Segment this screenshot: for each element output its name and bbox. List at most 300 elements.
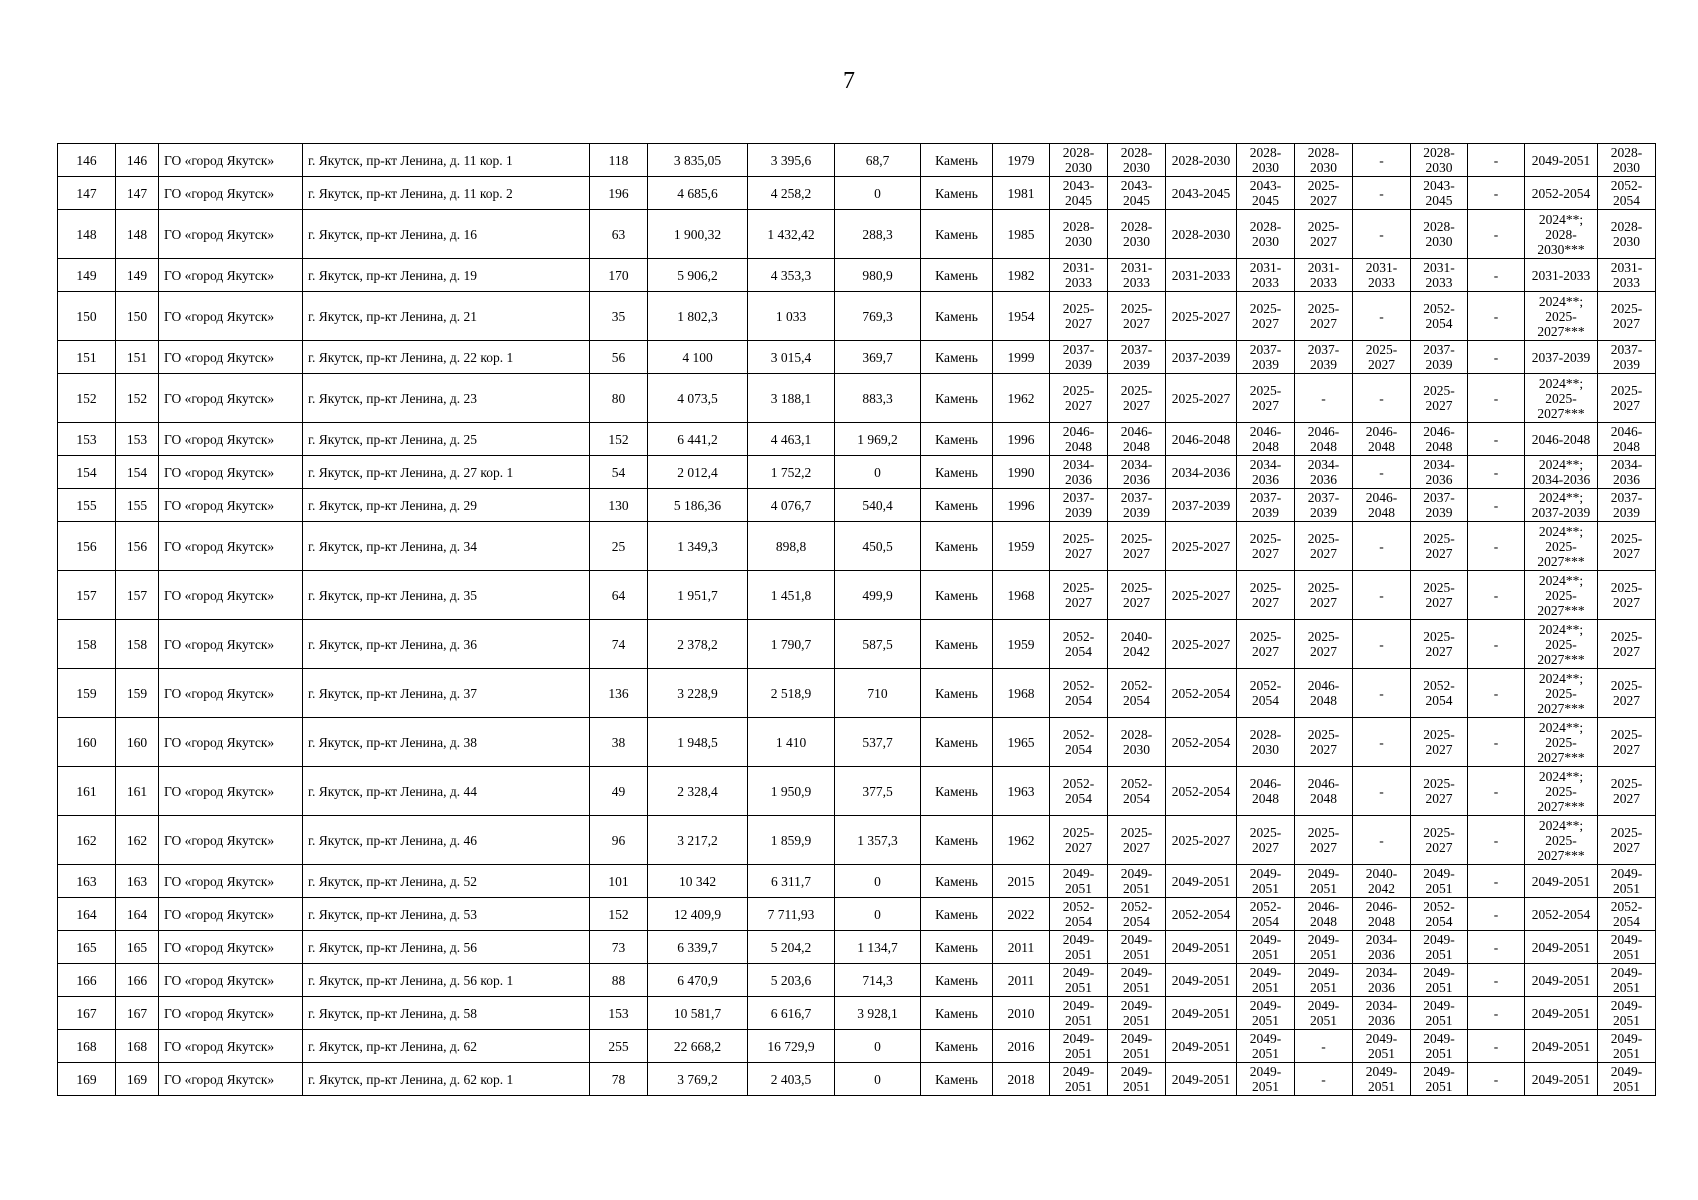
cell-work-4: 2049-2051	[1237, 931, 1295, 964]
cell-address: г. Якутск, пр-кт Ленина, д. 34	[303, 522, 590, 571]
cell-address: г. Якутск, пр-кт Ленина, д. 25	[303, 423, 590, 456]
cell-work-6: -	[1353, 620, 1411, 669]
cell-nonliving-area: 714,3	[835, 964, 921, 997]
cell-residents: 152	[590, 423, 648, 456]
cell-work-5: 2049-2051	[1295, 964, 1353, 997]
cell-nonliving-area: 3 928,1	[835, 997, 921, 1030]
cell-living-area: 5 203,6	[748, 964, 835, 997]
cell-nonliving-area: 540,4	[835, 489, 921, 522]
cell-work-8: -	[1468, 259, 1525, 292]
cell-build-year: 1968	[993, 571, 1050, 620]
table-row	[58, 767, 1656, 816]
cell-build-year: 2016	[993, 1030, 1050, 1063]
cell-work-7: 2034-2036	[1411, 456, 1468, 489]
cell-address: г. Якутск, пр-кт Ленина, д. 56 кор. 1	[303, 964, 590, 997]
cell-work-9: 2049-2051	[1525, 964, 1598, 997]
cell-address: г. Якутск, пр-кт Ленина, д. 44	[303, 767, 590, 816]
table-row	[58, 620, 1656, 669]
table-row	[58, 571, 1656, 620]
cell-row-number: 164	[58, 898, 116, 931]
cell-residents: 88	[590, 964, 648, 997]
cell-work-9: 2052-2054	[1525, 177, 1598, 210]
cell-work-10: 2028-2030	[1598, 144, 1656, 177]
cell-total-area: 10 342	[648, 865, 748, 898]
cell-living-area: 4 353,3	[748, 259, 835, 292]
cell-work-10: 2025-2027	[1598, 374, 1656, 423]
cell-build-year: 1954	[993, 292, 1050, 341]
cell-residents: 255	[590, 1030, 648, 1063]
cell-work-5: 2049-2051	[1295, 997, 1353, 1030]
cell-nonliving-area: 1 969,2	[835, 423, 921, 456]
cell-row-number: 147	[58, 177, 116, 210]
cell-wall-material: Камень	[921, 931, 993, 964]
cell-residents: 130	[590, 489, 648, 522]
cell-nonliving-area: 587,5	[835, 620, 921, 669]
cell-work-5: 2031-2033	[1295, 259, 1353, 292]
cell-work-6: 2046-2048	[1353, 423, 1411, 456]
cell-work-3: 2046-2048	[1166, 423, 1237, 456]
cell-work-8: -	[1468, 669, 1525, 718]
cell-municipality: ГО «город Якутск»	[159, 669, 303, 718]
cell-work-7: 2049-2051	[1411, 1030, 1468, 1063]
cell-work-5: 2025-2027	[1295, 177, 1353, 210]
cell-nonliving-area: 769,3	[835, 292, 921, 341]
cell-municipality: ГО «город Якутск»	[159, 767, 303, 816]
cell-living-area: 1 410	[748, 718, 835, 767]
housing-registry-table	[57, 143, 1656, 1096]
cell-residents: 64	[590, 571, 648, 620]
cell-build-year: 1990	[993, 456, 1050, 489]
cell-work-3: 2025-2027	[1166, 816, 1237, 865]
cell-work-9: 2024**; 2025-2027***	[1525, 522, 1598, 571]
cell-work-1: 2025-2027	[1050, 374, 1108, 423]
cell-work-9: 2024**; 2025-2027***	[1525, 571, 1598, 620]
cell-work-7: 2052-2054	[1411, 898, 1468, 931]
cell-work-10: 2049-2051	[1598, 865, 1656, 898]
cell-total-area: 2 328,4	[648, 767, 748, 816]
cell-work-10: 2025-2027	[1598, 816, 1656, 865]
cell-work-7: 2052-2054	[1411, 669, 1468, 718]
cell-house-number: 149	[116, 259, 159, 292]
cell-work-8: -	[1468, 423, 1525, 456]
cell-house-number: 168	[116, 1030, 159, 1063]
cell-work-8: -	[1468, 816, 1525, 865]
cell-work-1: 2052-2054	[1050, 718, 1108, 767]
cell-build-year: 1959	[993, 522, 1050, 571]
cell-nonliving-area: 0	[835, 865, 921, 898]
table-row	[58, 931, 1656, 964]
cell-work-6: -	[1353, 718, 1411, 767]
cell-work-9: 2024**; 2028-2030***	[1525, 210, 1598, 259]
cell-residents: 74	[590, 620, 648, 669]
cell-wall-material: Камень	[921, 423, 993, 456]
cell-living-area: 2 403,5	[748, 1063, 835, 1096]
cell-house-number: 169	[116, 1063, 159, 1096]
cell-work-10: 2049-2051	[1598, 1030, 1656, 1063]
cell-work-7: 2046-2048	[1411, 423, 1468, 456]
cell-address: г. Якутск, пр-кт Ленина, д. 46	[303, 816, 590, 865]
cell-work-3: 2031-2033	[1166, 259, 1237, 292]
cell-total-area: 2 012,4	[648, 456, 748, 489]
cell-wall-material: Камень	[921, 964, 993, 997]
cell-living-area: 4 463,1	[748, 423, 835, 456]
cell-address: г. Якутск, пр-кт Ленина, д. 21	[303, 292, 590, 341]
cell-house-number: 152	[116, 374, 159, 423]
cell-work-4: 2025-2027	[1237, 522, 1295, 571]
cell-work-8: -	[1468, 341, 1525, 374]
cell-house-number: 153	[116, 423, 159, 456]
cell-work-10: 2049-2051	[1598, 931, 1656, 964]
cell-address: г. Якутск, пр-кт Ленина, д. 16	[303, 210, 590, 259]
cell-work-8: -	[1468, 964, 1525, 997]
cell-build-year: 2022	[993, 898, 1050, 931]
table-row	[58, 489, 1656, 522]
cell-work-3: 2049-2051	[1166, 1030, 1237, 1063]
cell-living-area: 6 616,7	[748, 997, 835, 1030]
cell-build-year: 1979	[993, 144, 1050, 177]
cell-work-4: 2025-2027	[1237, 816, 1295, 865]
cell-municipality: ГО «город Якутск»	[159, 374, 303, 423]
cell-row-number: 146	[58, 144, 116, 177]
cell-residents: 35	[590, 292, 648, 341]
cell-row-number: 156	[58, 522, 116, 571]
cell-row-number: 155	[58, 489, 116, 522]
cell-municipality: ГО «город Якутск»	[159, 292, 303, 341]
cell-work-4: 2025-2027	[1237, 571, 1295, 620]
cell-work-3: 2052-2054	[1166, 898, 1237, 931]
cell-work-3: 2034-2036	[1166, 456, 1237, 489]
cell-build-year: 2015	[993, 865, 1050, 898]
cell-work-6: 2031-2033	[1353, 259, 1411, 292]
cell-municipality: ГО «город Якутск»	[159, 177, 303, 210]
cell-work-8: -	[1468, 620, 1525, 669]
cell-row-number: 151	[58, 341, 116, 374]
cell-wall-material: Камень	[921, 997, 993, 1030]
cell-wall-material: Камень	[921, 620, 993, 669]
cell-house-number: 165	[116, 931, 159, 964]
cell-work-4: 2052-2054	[1237, 669, 1295, 718]
cell-total-area: 6 441,2	[648, 423, 748, 456]
table-row	[58, 456, 1656, 489]
cell-work-5: 2025-2027	[1295, 210, 1353, 259]
cell-work-6: 2034-2036	[1353, 997, 1411, 1030]
cell-nonliving-area: 0	[835, 456, 921, 489]
cell-living-area: 5 204,2	[748, 931, 835, 964]
cell-total-area: 6 339,7	[648, 931, 748, 964]
cell-work-1: 2037-2039	[1050, 489, 1108, 522]
cell-work-4: 2028-2030	[1237, 210, 1295, 259]
cell-build-year: 1962	[993, 374, 1050, 423]
cell-work-7: 2025-2027	[1411, 767, 1468, 816]
cell-address: г. Якутск, пр-кт Ленина, д. 35	[303, 571, 590, 620]
cell-house-number: 147	[116, 177, 159, 210]
cell-work-10: 2037-2039	[1598, 489, 1656, 522]
cell-nonliving-area: 288,3	[835, 210, 921, 259]
cell-work-8: -	[1468, 718, 1525, 767]
cell-total-area: 10 581,7	[648, 997, 748, 1030]
table-row	[58, 259, 1656, 292]
cell-row-number: 169	[58, 1063, 116, 1096]
cell-work-9: 2049-2051	[1525, 997, 1598, 1030]
cell-work-1: 2028-2030	[1050, 210, 1108, 259]
cell-work-3: 2025-2027	[1166, 620, 1237, 669]
cell-total-area: 1 900,32	[648, 210, 748, 259]
cell-row-number: 165	[58, 931, 116, 964]
cell-work-1: 2025-2027	[1050, 816, 1108, 865]
cell-wall-material: Камень	[921, 144, 993, 177]
cell-municipality: ГО «город Якутск»	[159, 571, 303, 620]
cell-house-number: 154	[116, 456, 159, 489]
cell-build-year: 1981	[993, 177, 1050, 210]
cell-work-2: 2025-2027	[1108, 816, 1166, 865]
cell-house-number: 150	[116, 292, 159, 341]
cell-work-2: 2043-2045	[1108, 177, 1166, 210]
cell-work-2: 2049-2051	[1108, 931, 1166, 964]
cell-total-area: 1 948,5	[648, 718, 748, 767]
cell-row-number: 160	[58, 718, 116, 767]
cell-work-2: 2049-2051	[1108, 865, 1166, 898]
cell-address: г. Якутск, пр-кт Ленина, д. 23	[303, 374, 590, 423]
cell-address: г. Якутск, пр-кт Ленина, д. 36	[303, 620, 590, 669]
cell-work-2: 2025-2027	[1108, 374, 1166, 423]
cell-house-number: 158	[116, 620, 159, 669]
cell-work-6: 2046-2048	[1353, 898, 1411, 931]
cell-work-9: 2049-2051	[1525, 865, 1598, 898]
cell-build-year: 2010	[993, 997, 1050, 1030]
cell-work-5: 2049-2051	[1295, 865, 1353, 898]
cell-work-7: 2025-2027	[1411, 522, 1468, 571]
cell-row-number: 163	[58, 865, 116, 898]
table-row	[58, 423, 1656, 456]
cell-wall-material: Камень	[921, 898, 993, 931]
cell-residents: 196	[590, 177, 648, 210]
cell-work-8: -	[1468, 292, 1525, 341]
cell-work-8: -	[1468, 522, 1525, 571]
cell-municipality: ГО «город Якутск»	[159, 259, 303, 292]
cell-work-4: 2037-2039	[1237, 489, 1295, 522]
cell-work-5: 2025-2027	[1295, 571, 1353, 620]
table-row	[58, 997, 1656, 1030]
cell-house-number: 160	[116, 718, 159, 767]
cell-work-5: 2025-2027	[1295, 522, 1353, 571]
cell-work-9: 2049-2051	[1525, 1063, 1598, 1096]
cell-work-4: 2049-2051	[1237, 865, 1295, 898]
cell-build-year: 1963	[993, 767, 1050, 816]
cell-wall-material: Камень	[921, 571, 993, 620]
cell-municipality: ГО «город Якутск»	[159, 1063, 303, 1096]
cell-build-year: 2011	[993, 964, 1050, 997]
cell-address: г. Якутск, пр-кт Ленина, д. 29	[303, 489, 590, 522]
cell-work-2: 2028-2030	[1108, 718, 1166, 767]
cell-work-3: 2049-2051	[1166, 997, 1237, 1030]
cell-work-4: 2037-2039	[1237, 341, 1295, 374]
cell-residents: 96	[590, 816, 648, 865]
cell-address: г. Якутск, пр-кт Ленина, д. 22 кор. 1	[303, 341, 590, 374]
cell-work-8: -	[1468, 1030, 1525, 1063]
cell-house-number: 163	[116, 865, 159, 898]
cell-work-6: 2034-2036	[1353, 964, 1411, 997]
cell-work-3: 2025-2027	[1166, 571, 1237, 620]
cell-build-year: 1985	[993, 210, 1050, 259]
cell-work-1: 2049-2051	[1050, 964, 1108, 997]
cell-municipality: ГО «город Якутск»	[159, 210, 303, 259]
cell-work-2: 2052-2054	[1108, 669, 1166, 718]
cell-work-3: 2025-2027	[1166, 522, 1237, 571]
cell-work-7: 2052-2054	[1411, 292, 1468, 341]
cell-work-3: 2049-2051	[1166, 865, 1237, 898]
cell-residents: 38	[590, 718, 648, 767]
cell-work-9: 2037-2039	[1525, 341, 1598, 374]
cell-living-area: 6 311,7	[748, 865, 835, 898]
page-number: 7	[843, 68, 855, 94]
cell-work-6: 2025-2027	[1353, 341, 1411, 374]
cell-living-area: 3 015,4	[748, 341, 835, 374]
cell-work-2: 2052-2054	[1108, 767, 1166, 816]
table-row	[58, 210, 1656, 259]
cell-house-number: 156	[116, 522, 159, 571]
table-row	[58, 898, 1656, 931]
cell-work-5: 2025-2027	[1295, 620, 1353, 669]
cell-wall-material: Камень	[921, 816, 993, 865]
cell-work-2: 2037-2039	[1108, 489, 1166, 522]
table-row	[58, 177, 1656, 210]
cell-total-area: 4 685,6	[648, 177, 748, 210]
cell-address: г. Якутск, пр-кт Ленина, д. 52	[303, 865, 590, 898]
cell-work-7: 2049-2051	[1411, 1063, 1468, 1096]
cell-work-4: 2031-2033	[1237, 259, 1295, 292]
cell-wall-material: Камень	[921, 1030, 993, 1063]
cell-living-area: 1 752,2	[748, 456, 835, 489]
cell-work-10: 2025-2027	[1598, 292, 1656, 341]
cell-work-4: 2034-2036	[1237, 456, 1295, 489]
cell-work-5: -	[1295, 374, 1353, 423]
cell-work-1: 2049-2051	[1050, 865, 1108, 898]
cell-work-9: 2024**; 2025-2027***	[1525, 620, 1598, 669]
cell-work-8: -	[1468, 374, 1525, 423]
cell-work-3: 2037-2039	[1166, 341, 1237, 374]
cell-total-area: 1 349,3	[648, 522, 748, 571]
cell-row-number: 159	[58, 669, 116, 718]
table-row	[58, 341, 1656, 374]
cell-wall-material: Камень	[921, 767, 993, 816]
cell-work-1: 2025-2027	[1050, 522, 1108, 571]
cell-work-5: 2025-2027	[1295, 718, 1353, 767]
cell-work-2: 2031-2033	[1108, 259, 1166, 292]
cell-total-area: 4 100	[648, 341, 748, 374]
cell-work-5: 2046-2048	[1295, 767, 1353, 816]
cell-work-6: 2049-2051	[1353, 1063, 1411, 1096]
cell-work-7: 2049-2051	[1411, 997, 1468, 1030]
cell-municipality: ГО «город Якутск»	[159, 816, 303, 865]
cell-residents: 63	[590, 210, 648, 259]
cell-work-1: 2025-2027	[1050, 571, 1108, 620]
cell-nonliving-area: 1 134,7	[835, 931, 921, 964]
cell-work-8: -	[1468, 456, 1525, 489]
cell-work-9: 2024**; 2037-2039	[1525, 489, 1598, 522]
cell-nonliving-area: 710	[835, 669, 921, 718]
cell-work-10: 2049-2051	[1598, 1063, 1656, 1096]
cell-work-4: 2049-2051	[1237, 964, 1295, 997]
cell-work-6: -	[1353, 767, 1411, 816]
cell-work-8: -	[1468, 931, 1525, 964]
cell-work-6: -	[1353, 292, 1411, 341]
cell-work-5: 2046-2048	[1295, 898, 1353, 931]
cell-row-number: 157	[58, 571, 116, 620]
cell-work-8: -	[1468, 210, 1525, 259]
cell-work-4: 2049-2051	[1237, 1063, 1295, 1096]
cell-work-6: 2040-2042	[1353, 865, 1411, 898]
cell-living-area: 1 790,7	[748, 620, 835, 669]
cell-work-10: 2025-2027	[1598, 522, 1656, 571]
cell-work-1: 2052-2054	[1050, 767, 1108, 816]
cell-work-2: 2028-2030	[1108, 144, 1166, 177]
cell-municipality: ГО «город Якутск»	[159, 1030, 303, 1063]
cell-work-7: 2037-2039	[1411, 489, 1468, 522]
cell-municipality: ГО «город Якутск»	[159, 522, 303, 571]
cell-total-area: 6 470,9	[648, 964, 748, 997]
cell-nonliving-area: 377,5	[835, 767, 921, 816]
cell-wall-material: Камень	[921, 865, 993, 898]
cell-work-5: 2028-2030	[1295, 144, 1353, 177]
cell-work-10: 2025-2027	[1598, 767, 1656, 816]
cell-address: г. Якутск, пр-кт Ленина, д. 19	[303, 259, 590, 292]
cell-work-6: 2049-2051	[1353, 1030, 1411, 1063]
cell-row-number: 149	[58, 259, 116, 292]
cell-work-1: 2049-2051	[1050, 931, 1108, 964]
cell-work-9: 2046-2048	[1525, 423, 1598, 456]
cell-living-area: 16 729,9	[748, 1030, 835, 1063]
cell-wall-material: Камень	[921, 292, 993, 341]
cell-build-year: 1962	[993, 816, 1050, 865]
cell-work-4: 2025-2027	[1237, 620, 1295, 669]
cell-work-6: -	[1353, 522, 1411, 571]
table-row	[58, 522, 1656, 571]
cell-build-year: 1968	[993, 669, 1050, 718]
cell-work-6: -	[1353, 210, 1411, 259]
cell-build-year: 1996	[993, 423, 1050, 456]
cell-row-number: 154	[58, 456, 116, 489]
cell-wall-material: Камень	[921, 456, 993, 489]
cell-work-4: 2049-2051	[1237, 1030, 1295, 1063]
cell-work-1: 2049-2051	[1050, 1063, 1108, 1096]
cell-work-2: 2049-2051	[1108, 1063, 1166, 1096]
cell-municipality: ГО «город Якутск»	[159, 718, 303, 767]
table-row	[58, 865, 1656, 898]
cell-municipality: ГО «город Якутск»	[159, 456, 303, 489]
cell-work-10: 2052-2054	[1598, 898, 1656, 931]
cell-living-area: 898,8	[748, 522, 835, 571]
cell-row-number: 167	[58, 997, 116, 1030]
cell-work-8: -	[1468, 997, 1525, 1030]
cell-address: г. Якутск, пр-кт Ленина, д. 58	[303, 997, 590, 1030]
cell-nonliving-area: 537,7	[835, 718, 921, 767]
cell-municipality: ГО «город Якутск»	[159, 898, 303, 931]
cell-nonliving-area: 0	[835, 1063, 921, 1096]
cell-work-7: 2037-2039	[1411, 341, 1468, 374]
cell-municipality: ГО «город Якутск»	[159, 964, 303, 997]
cell-work-9: 2024**; 2025-2027***	[1525, 292, 1598, 341]
cell-total-area: 1 802,3	[648, 292, 748, 341]
cell-work-4: 2052-2054	[1237, 898, 1295, 931]
cell-work-4: 2049-2051	[1237, 997, 1295, 1030]
cell-address: г. Якутск, пр-кт Ленина, д. 11 кор. 2	[303, 177, 590, 210]
cell-work-4: 2028-2030	[1237, 718, 1295, 767]
cell-work-9: 2024**; 2034-2036	[1525, 456, 1598, 489]
cell-work-5: 2025-2027	[1295, 816, 1353, 865]
cell-work-4: 2025-2027	[1237, 292, 1295, 341]
cell-work-8: -	[1468, 144, 1525, 177]
cell-residents: 54	[590, 456, 648, 489]
